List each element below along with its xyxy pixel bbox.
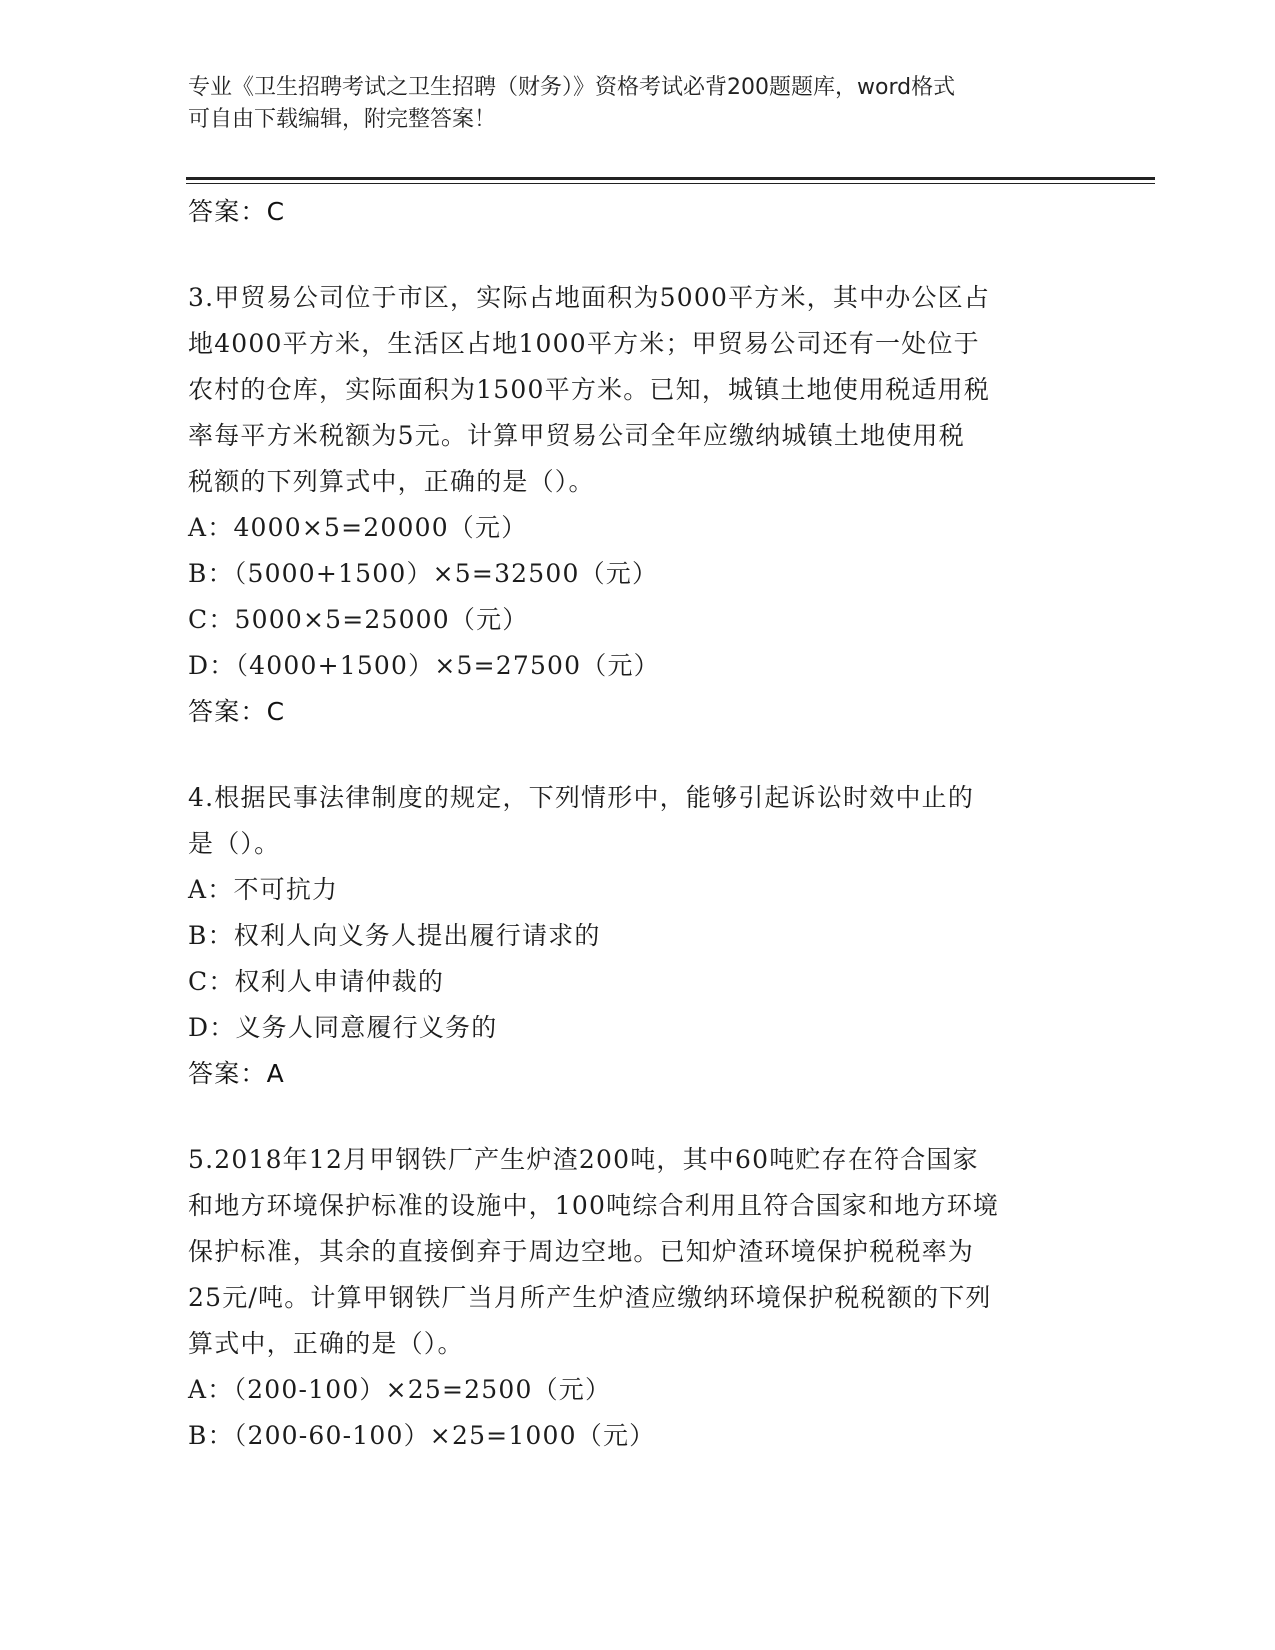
question-4-option-c: C：权利人申请仲裁的 (188, 967, 445, 996)
header-line-1: 专业《卫生招聘考试之卫生招聘（财务）》资格考试必背200题题库，word格式 (188, 75, 956, 100)
question-5-line: 5.2018年12月甲钢铁厂产生炉渣200吨，其中60吨贮存在符合国家 (188, 1145, 979, 1174)
question-5-option-b: B：（200-60-100）×25=1000（元） (188, 1421, 656, 1450)
section-gap (188, 235, 1088, 275)
section-gap (188, 1097, 1088, 1137)
question-4-line: 4.根据民事法律制度的规定，下列情形中，能够引起诉讼时效中止的 (188, 783, 975, 812)
header-divider-thick (186, 177, 1155, 180)
answer-previous: 答案：C (188, 197, 286, 226)
section-gap (188, 735, 1088, 775)
question-5-line: 和地方环境保护标准的设施中，100吨综合利用且符合国家和地方环境 (188, 1191, 1000, 1220)
question-3-line: 地4000平方米，生活区占地1000平方米；甲贸易公司还有一处位于 (188, 329, 980, 358)
document-header (188, 72, 1068, 136)
question-5-line: 25元/吨。计算甲钢铁厂当月所产生炉渣应缴纳环境保护税税额的下列 (188, 1283, 992, 1312)
question-3-option-c: C：5000×5=25000（元） (188, 605, 529, 634)
question-4-option-d: D：义务人同意履行义务的 (188, 1013, 498, 1042)
question-5-option-a: A：（200-100）×25=2500（元） (188, 1375, 612, 1404)
header-divider-thin (186, 183, 1155, 184)
question-5 (188, 1137, 1088, 1459)
question-5-line: 保护标准，其余的直接倒弃于周边空地。已知炉渣环境保护税税率为 (188, 1237, 975, 1266)
question-4-line: 是（）。 (188, 829, 281, 858)
question-3-line: 率每平方米税额为5元。计算甲贸易公司全年应缴纳城镇土地使用税 (188, 421, 965, 450)
question-3 (188, 275, 1088, 735)
question-3-answer: 答案：C (188, 697, 286, 726)
header-line-2: 可自由下载编辑，附完整答案！ (188, 107, 497, 132)
question-3-line: 税额的下列算式中，正确的是（）。 (188, 467, 595, 496)
question-5-line: 算式中，正确的是（）。 (188, 1329, 464, 1358)
question-3-option-d: D：（4000+1500）×5=27500（元） (188, 651, 660, 680)
question-4-option-a: A：不可抗力 (188, 875, 339, 904)
question-4 (188, 775, 1088, 1097)
question-3-line: 农村的仓库，实际面积为1500平方米。已知，城镇土地使用税适用税 (188, 375, 991, 404)
question-4-option-b: B：权利人向义务人提出履行请求的 (188, 921, 601, 950)
question-3-option-b: B：（5000+1500）×5=32500（元） (188, 559, 659, 588)
question-3-line: 3.甲贸易公司位于市区，实际占地面积为5000平方米，其中办公区占 (188, 283, 991, 312)
question-4-answer: 答案：A (188, 1059, 285, 1088)
question-3-option-a: A：4000×5=20000（元） (188, 513, 528, 542)
document-body (188, 189, 1088, 1459)
